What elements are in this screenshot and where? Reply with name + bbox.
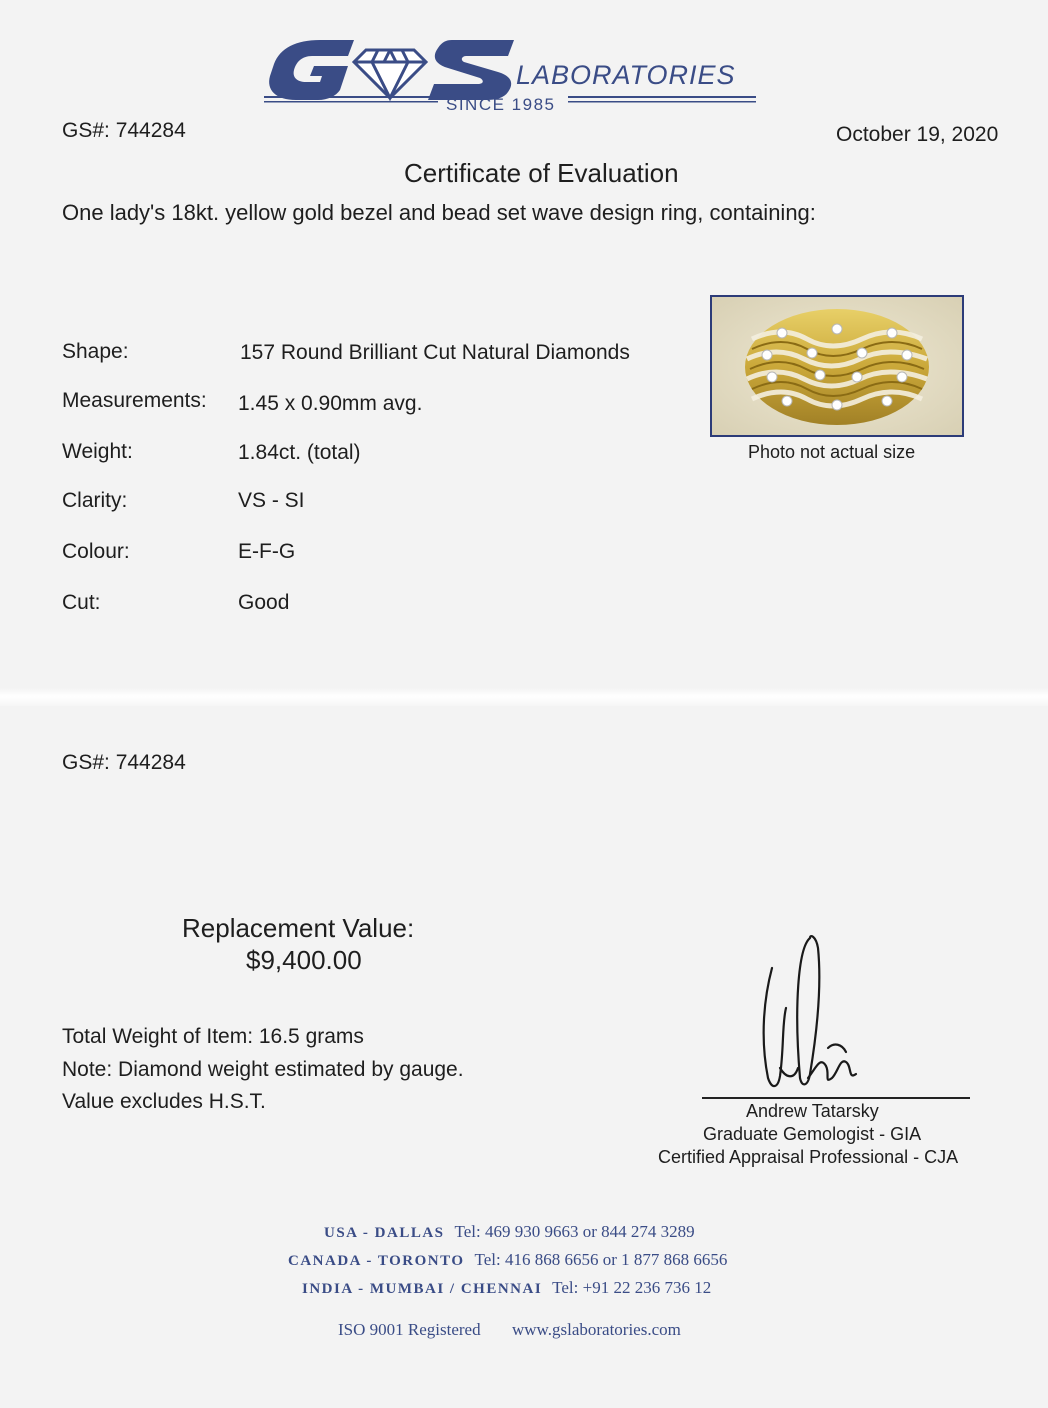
spec-label-colour: Colour:: [62, 540, 130, 563]
signer-name: Andrew Tatarsky: [746, 1101, 879, 1121]
ring-photo: [710, 295, 964, 437]
replacement-value-label: Replacement Value:: [182, 913, 415, 943]
spec-label-measurements: Measurements:: [62, 389, 207, 412]
spec-label-shape: Shape:: [62, 340, 129, 363]
paper-fold: [0, 688, 1048, 706]
signature-line: [702, 1097, 970, 1099]
footer-line-canada: [288, 1250, 727, 1270]
footer-line-india: [302, 1278, 711, 1298]
spec-value-cut: Good: [238, 591, 290, 614]
tax-note: Value excludes H.S.T.: [62, 1090, 266, 1113]
tel-usa: Tel: 469 930 9663 or 844 274 3289: [454, 1222, 695, 1241]
spec-value-measurements: 1.45 x 0.90mm avg.: [238, 392, 423, 415]
weight-note: Note: Diamond weight estimated by gauge.: [62, 1058, 464, 1081]
spec-value-colour: E-F-G: [238, 540, 296, 563]
spec-label-cut: Cut:: [62, 591, 101, 614]
certificate-date: October 19, 2020: [836, 123, 999, 146]
tel-canada: Tel: 416 868 6656 or 1 877 868 6656: [474, 1250, 728, 1269]
signer-title-gia: Graduate Gemologist - GIA: [703, 1124, 922, 1144]
tel-india: Tel: +91 22 236 736 12: [552, 1278, 712, 1297]
photo-caption: Photo not actual size: [748, 442, 916, 462]
signature: [750, 928, 870, 1100]
website-link[interactable]: www.gslaboratories.com: [512, 1320, 681, 1339]
total-weight: Total Weight of Item: 16.5 grams: [62, 1025, 364, 1048]
item-description: One lady's 18kt. yellow gold bezel and bead set wave design ring, containing:: [62, 200, 816, 225]
gs-number-lower: GS#: 744284: [62, 751, 186, 774]
replacement-value: $9,400.00: [246, 945, 362, 975]
gs-laboratories-logo: [262, 36, 762, 120]
region-india: INDIA - MUMBAI / CHENNAI: [302, 1281, 543, 1297]
spec-value-clarity: VS - SI: [238, 489, 305, 512]
laboratories-wordmark: LABORATORIES: [516, 60, 736, 90]
iso-registration: ISO 9001 Registered: [338, 1320, 481, 1339]
footer-line-usa: [324, 1222, 695, 1242]
ring-image: [712, 297, 962, 435]
region-canada: CANADA - TORONTO: [288, 1253, 465, 1269]
signer-title-cja: Certified Appraisal Professional - CJA: [658, 1147, 959, 1167]
spec-value-shape: 157 Round Brilliant Cut Natural Diamonds: [240, 341, 630, 364]
spec-label-clarity: Clarity:: [62, 489, 128, 512]
spec-label-weight: Weight:: [62, 440, 133, 463]
since-year: SINCE 1985: [446, 95, 556, 114]
region-usa: USA - DALLAS: [324, 1225, 445, 1241]
gs-number: GS#: 744284: [62, 119, 186, 142]
spec-value-weight: 1.84ct. (total): [238, 441, 361, 464]
certificate-title: Certificate of Evaluation: [404, 158, 679, 188]
